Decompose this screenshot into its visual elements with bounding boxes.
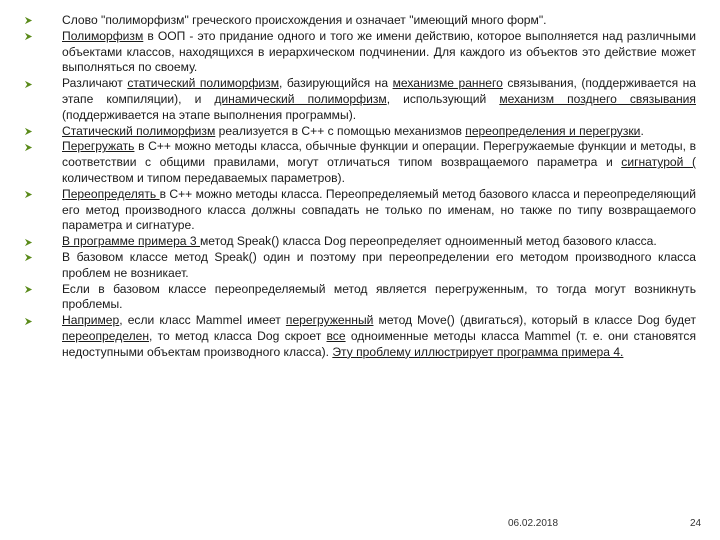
arrow-bullet-icon bbox=[24, 187, 38, 203]
footer-date: 06.02.2018 bbox=[508, 518, 559, 529]
bullet-text bbox=[62, 250, 696, 282]
underlined-term: переопределения и перегрузки bbox=[465, 123, 641, 138]
underlined-term: Полиморфизм bbox=[62, 28, 144, 43]
text-segment: Слово "полиморфизм" греческого происхождения и означает "имеющий много форм". bbox=[62, 13, 547, 27]
arrow-bullet-icon bbox=[24, 139, 38, 155]
bullet-text bbox=[62, 187, 696, 234]
bullet-text bbox=[62, 313, 696, 360]
arrow-bullet-icon bbox=[24, 234, 38, 250]
underlined-term: все bbox=[326, 328, 346, 343]
arrow-bullet-icon bbox=[24, 13, 38, 29]
bullet-text bbox=[62, 76, 696, 123]
text-segment: метод Move() (двигаться), который в классе Dog будет bbox=[373, 313, 696, 328]
underlined-term: В программе примера 3 bbox=[62, 234, 200, 249]
bullet-item bbox=[24, 13, 696, 29]
bullet-text bbox=[62, 29, 696, 76]
arrow-bullet-icon bbox=[24, 250, 38, 266]
bullet-text bbox=[62, 13, 696, 29]
text-segment: одноименные методы класса Mammel (т. е. они становятся недоступными объектам производного класса). bbox=[62, 328, 697, 359]
text-segment: , если класс Mammel имеет bbox=[119, 313, 286, 328]
underlined-term: Например bbox=[62, 313, 120, 328]
underlined-term: механизме раннего bbox=[392, 76, 503, 91]
text-segment: в ООП - это придание одного и того же имени действию, которое выполняется над различными объектами классов, находящихся в иерархическом подчинении. Для каждого из объектов это действие может выполняться по своему. bbox=[62, 28, 696, 75]
text-segment: количеством и типом передаваемых параметров). bbox=[62, 170, 345, 185]
bullet-item bbox=[24, 250, 696, 282]
text-segment: . bbox=[640, 123, 644, 138]
bullet-item bbox=[24, 76, 696, 123]
arrow-bullet-icon bbox=[24, 76, 38, 92]
bullet-item bbox=[24, 282, 696, 314]
arrow-bullet-icon bbox=[24, 313, 38, 329]
underlined-term: Эту проблему иллюстрирует программа примера 4. bbox=[332, 344, 624, 359]
underlined-term: Перегружать bbox=[62, 139, 135, 154]
text-segment: реализуется в С++ с помощью механизмов bbox=[215, 123, 466, 138]
text-segment: , базирующийся на bbox=[279, 76, 393, 91]
text-segment: Различают bbox=[62, 76, 128, 91]
text-segment: связывания, (поддерживается на этапе компиляции), и bbox=[62, 76, 696, 106]
bullet-item bbox=[24, 234, 696, 250]
text-segment: , то метод класса Dog скроет bbox=[149, 328, 327, 343]
underlined-term: переопределен bbox=[62, 328, 150, 343]
text-segment: в С++ можно методы класса, обычные функции и операции. Перегружаемые функции и методы, в соответствии с общими правилами, могут отличаться типом возвращаемого параметра и bbox=[62, 139, 696, 170]
underlined-term: Статический полиморфизм bbox=[62, 123, 216, 138]
underlined-term: Переопределять bbox=[62, 186, 160, 201]
underlined-term: динамический полиморфизм bbox=[214, 91, 387, 106]
bullet-text bbox=[62, 124, 696, 140]
arrow-bullet-icon bbox=[24, 29, 38, 45]
bullet-list bbox=[24, 13, 696, 361]
arrow-bullet-icon bbox=[24, 124, 38, 140]
bullet-item bbox=[24, 139, 696, 186]
bullet-item bbox=[24, 187, 696, 234]
text-segment: Если в базовом классе переопределяемый метод является перегруженным, то тогда могут возникнуть проблемы. bbox=[62, 281, 696, 312]
underlined-term: сигнатурой ( bbox=[621, 155, 696, 170]
text-segment: метод Speak() класса Dog переопределяет одноименный метод базового класса. bbox=[199, 234, 657, 249]
bullet-text bbox=[62, 139, 696, 186]
underlined-term: статический полиморфизм bbox=[127, 76, 280, 91]
underlined-term: перегруженный bbox=[285, 313, 374, 328]
text-segment: (поддерживается на этапе выполнения программы). bbox=[62, 107, 357, 122]
underlined-term: механизм позднего связывания bbox=[499, 91, 696, 106]
text-segment: в С++ можно методы класса. Переопределяемый метод базового класса и переопределяющий его метод производного класса должны совпадать не только по именам, но также по типу возвращаемого параметра и сигнатуре. bbox=[62, 186, 696, 233]
text-segment: В базовом классе метод Speak() один и поэтому при переопределении его методом производного класса проблем не возникает. bbox=[62, 249, 696, 280]
bullet-text bbox=[62, 282, 696, 314]
page-number: 24 bbox=[690, 518, 702, 529]
arrow-bullet-icon bbox=[24, 282, 38, 298]
bullet-item bbox=[24, 29, 696, 76]
bullet-text bbox=[62, 234, 696, 250]
bullet-item bbox=[24, 313, 696, 360]
bullet-item bbox=[24, 124, 696, 140]
text-segment: , использующий bbox=[386, 91, 500, 106]
